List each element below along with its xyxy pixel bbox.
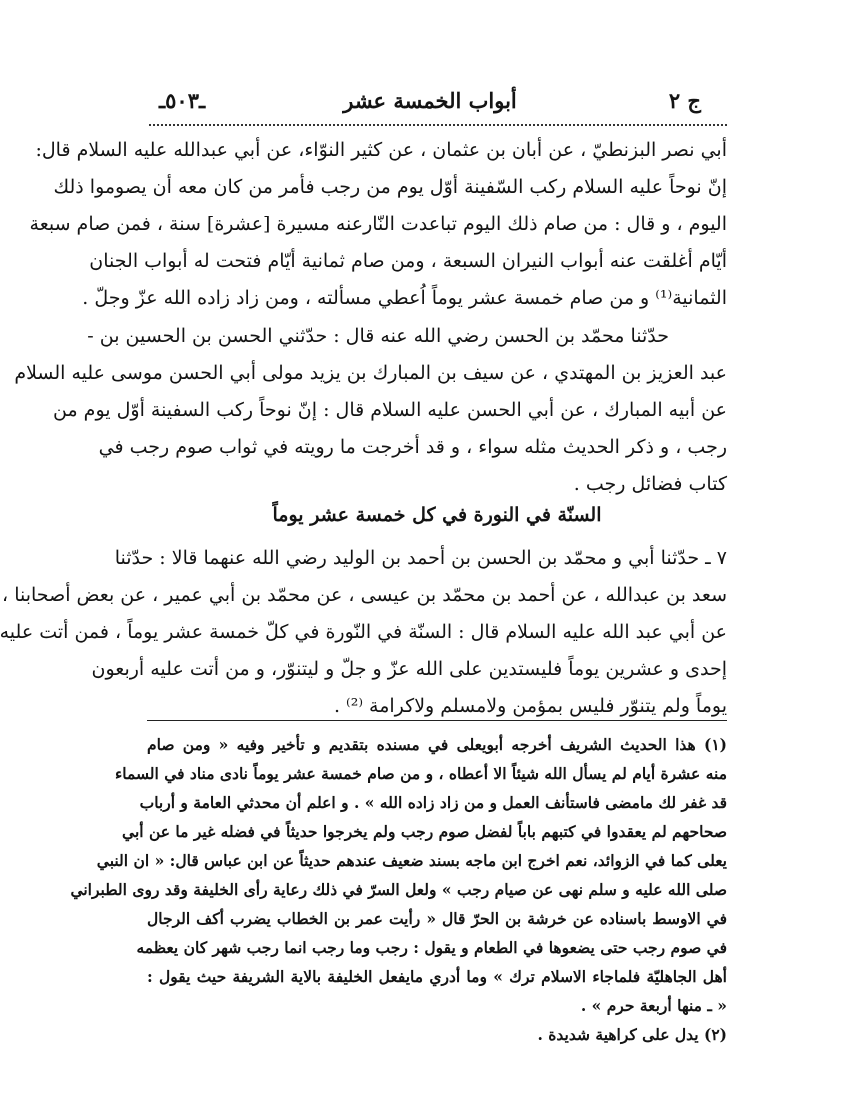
- footnote-line: أهل الجاهليّة فلماجاء الاسلام ترك » وما أدري مايفعل الخليفة بالاية الشريفة حيث يقول :: [147, 967, 727, 986]
- footnote-line: قد غفر لك مامضى فاستأنف العمل و من زاد زاده الله » . و اعلم أن محدثي العامة و أرباب: [139, 793, 727, 812]
- text-line: الثمانية⁽¹⁾ و من صام خمسة عشر يوماً اُعطي مسألته ، ومن زاد زاده الله عزّ وجلّ .: [82, 287, 727, 309]
- footnote-divider: [147, 720, 727, 721]
- text-line: إنّ نوحاً عليه السلام ركب السّفينة أوّل يوم من رجب فأمر من كان معه أن يصوموا ذلك: [53, 176, 727, 198]
- text-line: رجب ، و ذكر الحديث مثله سواء ، و قد أخرجت ما رويته في ثواب صوم رجب في: [98, 436, 727, 458]
- text-line: إحدى و عشرين يوماً فليستدين على الله عزّ و جلّ و ليتنوّر، و من أتت عليه أربعون: [91, 658, 727, 680]
- text-line: سعد بن عبدالله ، عن أحمد بن محمّد بن عيسى ، عن محمّد بن أبي عمير ، عن بعض أصحابنا ،: [2, 584, 727, 606]
- footnotes: [70, 730, 727, 1049]
- text-line: عن أبي عبد الله عليه السلام قال : السنّة في النّورة في كلّ خمسة عشر يوماً ، فمن أتت عليه: [0, 621, 727, 643]
- footnote-line: (١) هذا الحديث الشريف أخرجه أبويعلى في مسنده بتقديم و تأخير وفيه « ومن صام: [147, 735, 727, 754]
- volume-label: ج ٢: [668, 88, 701, 113]
- text-line: يوماً ولم يتنوّر فليس بمؤمن ولامسلم ولاكرامة ⁽²⁾ .: [333, 695, 727, 717]
- footnote-line: صحاحهم لم يعقدوا في كتبهم باباً لفضل صوم رجب ولم يخرجوا حديثاً في فضله غير ما عن أبي: [122, 822, 727, 841]
- footnote-line: يعلى كما في الزوائد، نعم اخرج ابن ماجه بسند ضعيف عندهم حديثاً عن ابن عباس قال: « ان النبي: [96, 851, 727, 870]
- footnote-line: صلى الله عليه و سلم نهى عن صيام رجب » ولعل السرّ في ذلك رعاية رأى الخليفة وقد روى الطبراني: [70, 880, 727, 899]
- text-line: اليوم ، و قال : من صام ذلك اليوم تباعدت النّارعنه مسيرة [عشرة] سنة ، فمن صام سبعة: [29, 213, 727, 235]
- section-subheading: السنّة في النورة في كل خمسة عشر يوماً: [272, 504, 602, 526]
- hadith-paragraph-1: [29, 132, 727, 317]
- footnote-line: « ـ منها أربعة حرم » .: [580, 996, 727, 1015]
- hadith-paragraph-2: [14, 318, 727, 503]
- text-line: ٧ ـ حدّثنا أبي و محمّد بن الحسن بن أحمد بن الوليد رضي الله عنهما قالا : حدّثنا: [114, 547, 727, 569]
- text-line: عن أبيه المبارك ، عن أبي الحسن عليه السلام قال : إنّ نوحاً ركب السفينة أوّل يوم من: [53, 399, 727, 421]
- chapter-title: أبواب الخمسة عشر: [343, 88, 517, 113]
- page-number: ـ٥٠٣ـ: [159, 88, 206, 113]
- header-divider: [149, 124, 727, 126]
- footnote-line: (٢) يدل على كراهية شديدة .: [537, 1025, 727, 1044]
- hadith-paragraph-3: [0, 540, 727, 725]
- footnote-line: منه عشرة أيام لم يسأل الله شيئاً الا أعطاه ، و من صام خمسة عشر يوماً نادى مناد في السماء: [114, 764, 727, 783]
- text-line: أيّام أغلقت عنه أبواب النيران السبعة ، ومن صام ثمانية أيّام فتحت له أبواب الجنان: [89, 250, 727, 272]
- footnote-line: في صوم رجب حتى يضعوها في الطعام و يقول : رجب وما رجب انما رجب شهر كان يعظمه: [136, 938, 727, 957]
- text-line: كتاب فضائل رجب .: [573, 473, 727, 495]
- text-line: عبد العزيز بن المهتدي ، عن سيف بن المبارك بن يزيد مولى أبي الحسن موسى عليه السلام: [14, 362, 727, 384]
- text-line: أبي نصر البزنطيّ ، عن أبان بن عثمان ، عن كثير النوّاء، عن أبي عبدالله عليه السلام قال:: [35, 139, 727, 161]
- running-header: [159, 88, 701, 118]
- footnote-line: في الاوسط باسناده عن خرشة بن الحرّ قال « رأيت عمر بن الخطاب يضرب أكف الرجال: [147, 909, 727, 928]
- text-line: حدّثنا محمّد بن الحسن رضي الله عنه قال : حدّثني الحسن بن الحسين بن -: [87, 325, 669, 347]
